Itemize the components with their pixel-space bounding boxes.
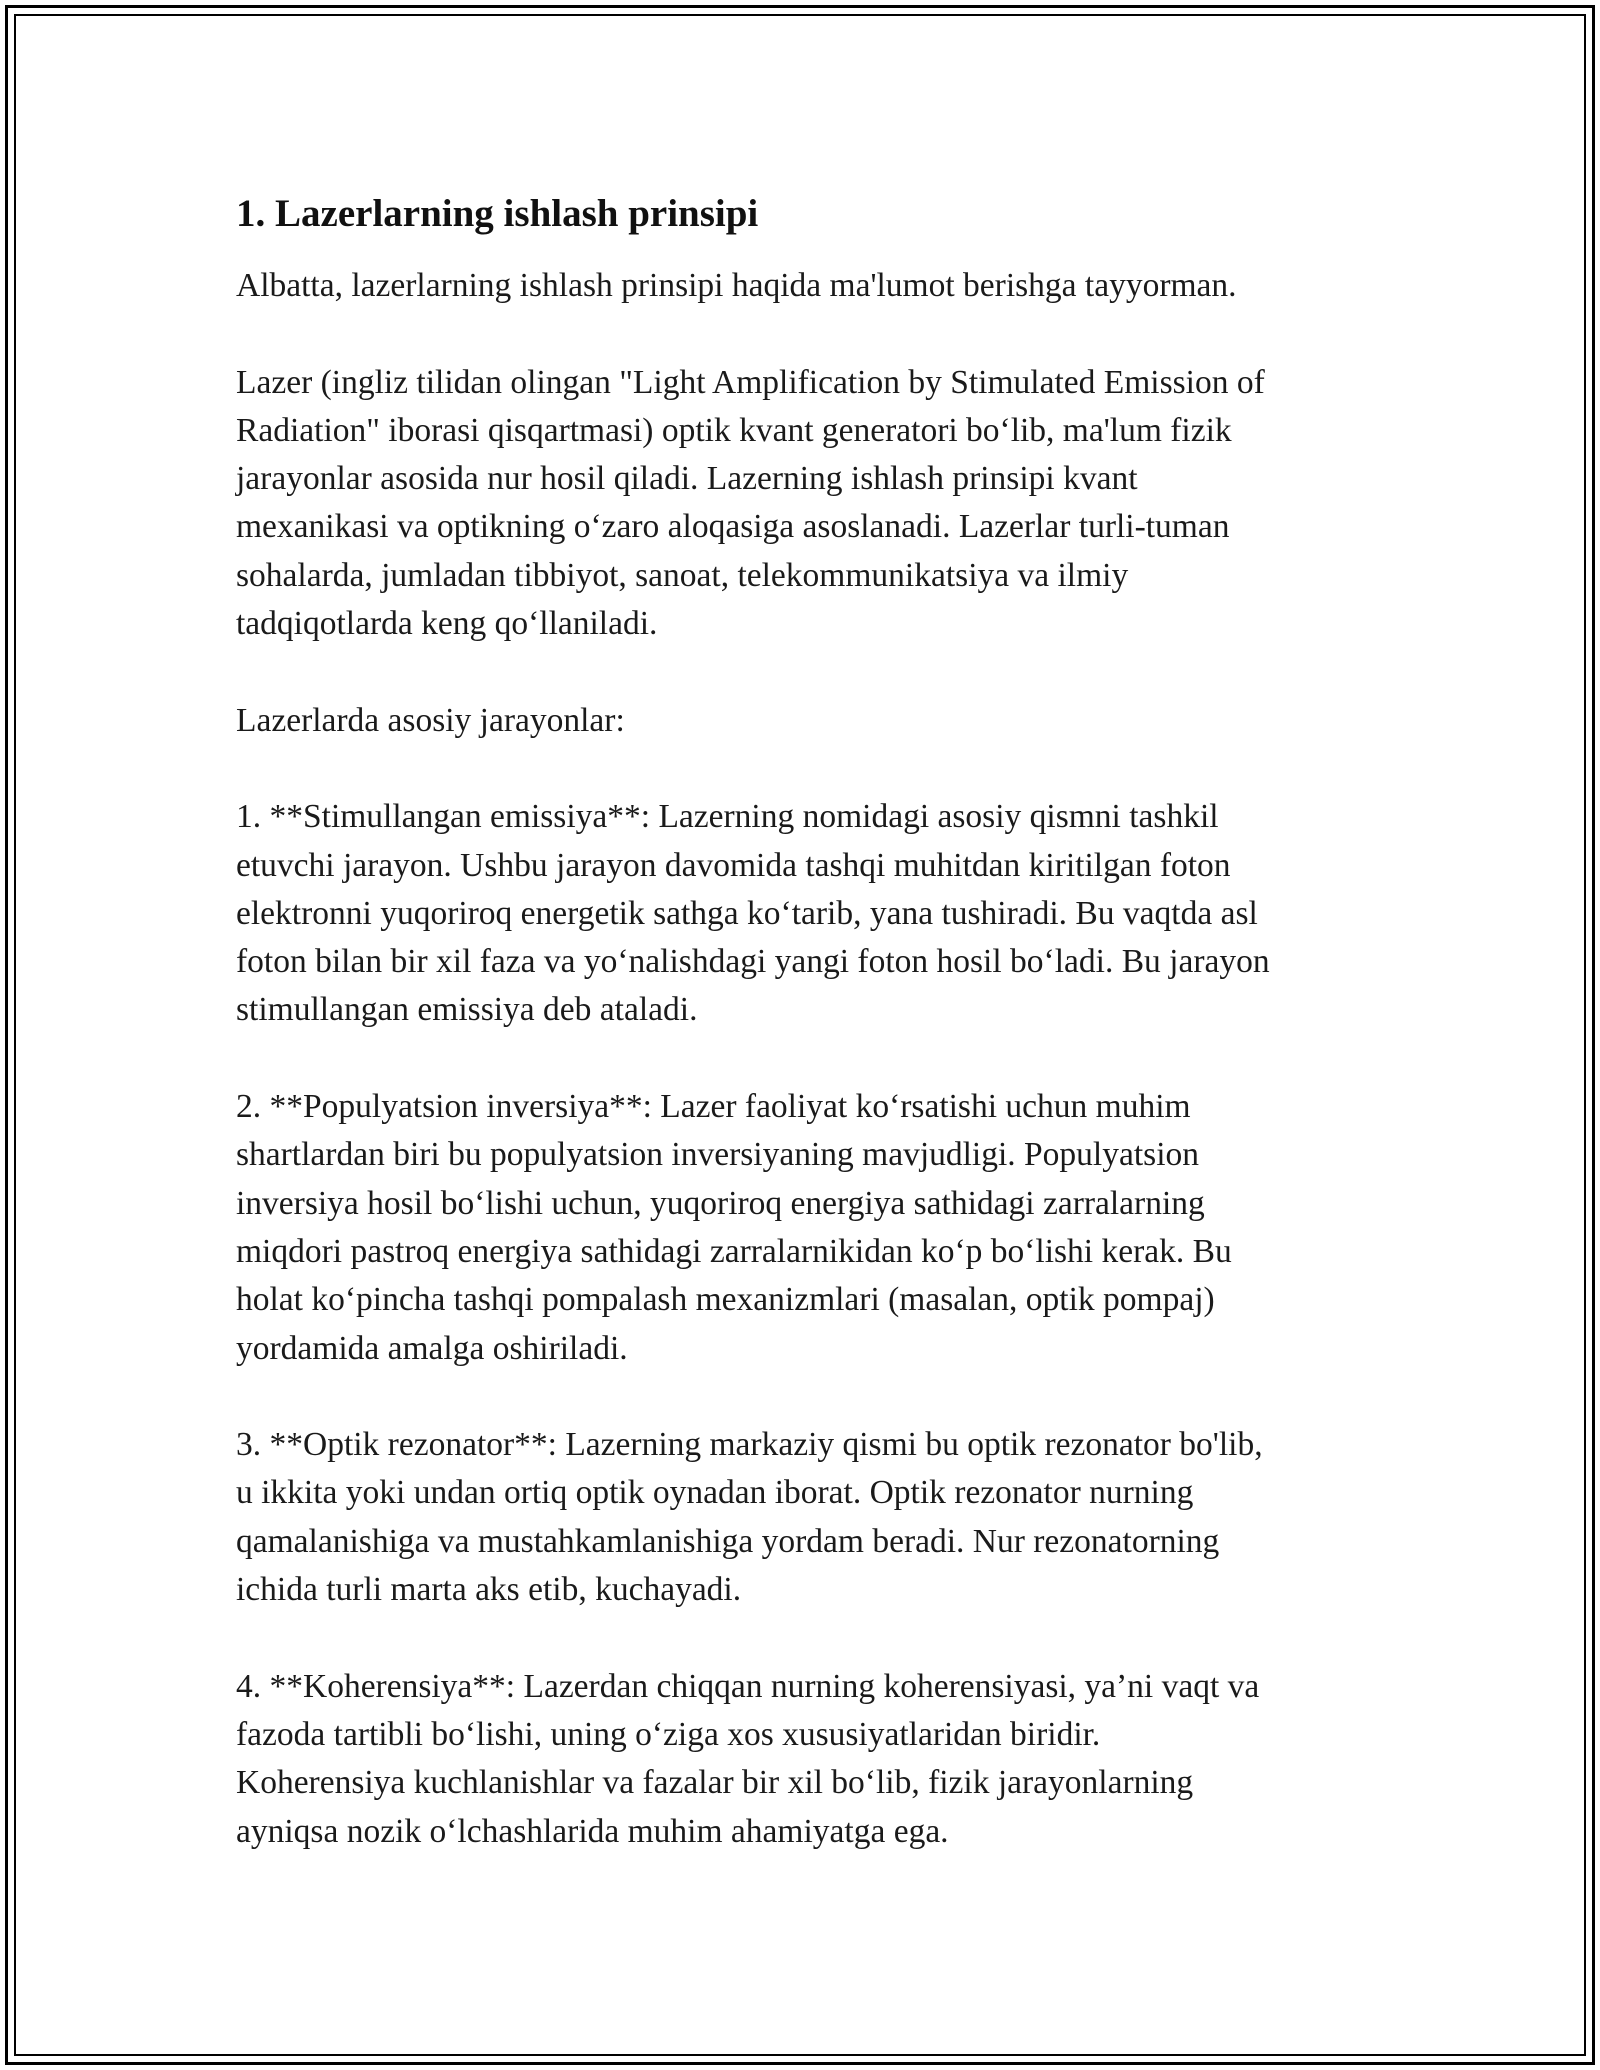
processes-heading: Lazerlarda asosiy jarayonlar: — [236, 701, 625, 739]
document-body — [236, 188, 1376, 1856]
list-item-population-inversion: 2. **Populyatsion inversiya**: Lazer faoliyat ko‘rsatishi uchun muhim shartlardan biri bu populyatsion inversiyaning mavjudligi. Populyatsion inversiya hosil bo‘lishi uchun, yuqoriroq energiya sathidagi zarralarning miqdori pastroq energiya sathidagi zarralarnikidan ko‘p bo‘lishi kerak. Bu holat ko‘pincha tashqi pompalash mexanizmlari (masalan, optik pompaj) yordamida amalga oshiriladi. — [236, 1088, 1232, 1367]
list-item-stimulated-emission: 1. **Stimullangan emissiya**: Lazerning nomidagi asosiy qismni tashkil etuvchi jarayon. Ushbu jarayon davomida tashqi muhitdan kiritilgan foton elektronni yuqoriroq energetik sathga ko‘tarib, yana tushiradi. Bu vaqtda asl foton bilan bir xil faza va yo‘nalishdagi yangi foton hosil bo‘ladi. Bu jarayon stimullangan emissiya deb ataladi. — [236, 798, 1270, 1029]
intro-paragraph: Albatta, lazerlarning ishlash prinsipi haqida ma'lumot berishga tayyorman. — [236, 267, 1237, 304]
document-title: 1. Lazerlarning ishlash prinsipi — [236, 192, 759, 235]
list-item-optical-resonator: 3. **Optik rezonator**: Lazerning markaziy qismi bu optik rezonator bo'lib, u ikkita yoki undan ortiq optik oynadan iborat. Optik rezonator nurning qamalanishiga va mustahkamlanishiga yordam beradi. Nur rezonatorning ichida turli marta aks etib, kuchayadi. — [236, 1426, 1263, 1609]
list-item-coherence: 4. **Koherensiya**: Lazerdan chiqqan nurning koherensiyasi, ya’ni vaqt va fazoda tartibli bo‘lishi, uning o‘ziga xos xususiyatlaridan biridir. Koherensiya kuchlanishlar va fazalar bir xil bo‘lib, fizik jarayonlarning ayniqsa nozik o‘lchashlarida muhim ahamiyatga ega. — [236, 1667, 1260, 1850]
definition-paragraph: Lazer (ingliz tilidan olingan "Light Amplification by Stimulated Emission of Radiation" iborasi qisqartmasi) optik kvant generatori bo‘lib, ma'lum fizik jarayonlar asosida nur hosil qiladi. Lazerning ishlash prinsipi kvant mexanikasi va optikning o‘zaro aloqasiga asoslanadi. Lazerlar turli-tuman sohalarda, jumladan tibbiyot, sanoat, telekommunikatsiya va ilmiy tadqiqotlarda keng qo‘llaniladi. — [236, 363, 1265, 643]
